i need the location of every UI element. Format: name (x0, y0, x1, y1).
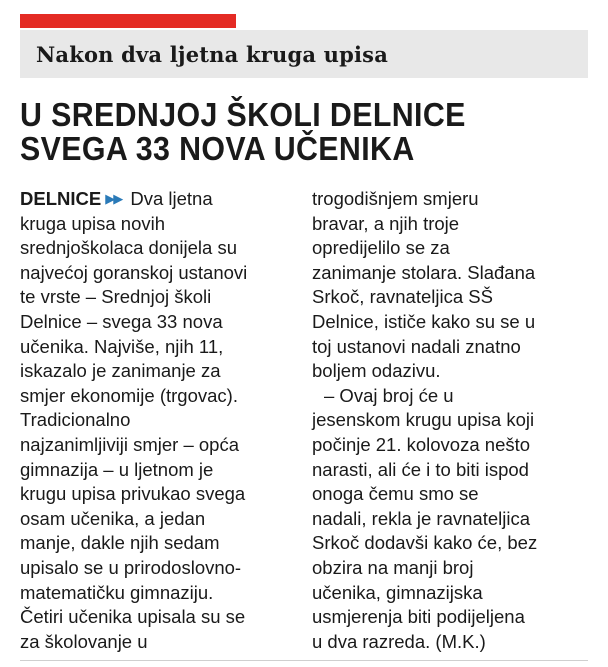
text-line: Tradicionalno (20, 409, 131, 431)
text-line: najzanimljiviji smjer – opća (20, 433, 239, 455)
text-line: te vrste – Srednjoj školi (20, 286, 212, 308)
text-line: bravar, a njih troje (312, 212, 460, 234)
text-line: krugu upisa privukao svega (20, 483, 246, 505)
bottom-divider (20, 660, 588, 661)
text-line: smjer ekonomije (trgovac). (20, 384, 238, 406)
text-line: opredijelilo se za (312, 237, 450, 259)
text-line: jesenskom krugu upisa koji (312, 409, 535, 431)
text-line: zanimanje stolara. Slađana (312, 261, 536, 283)
text-line: učenika. Najviše, njih 11, (20, 335, 224, 357)
kicker-banner (20, 30, 588, 78)
double-arrow-icon: ▶▶ (105, 191, 122, 206)
text-line: toj ustanovi nadali znatno (312, 335, 521, 357)
text-line: boljem odazivu. (312, 360, 441, 382)
accent-bar (20, 14, 236, 28)
article-column-left (20, 187, 247, 654)
text-line: najvećoj goranskoj ustanovi (20, 261, 248, 283)
text-line: počinje 21. kolovoza nešto (312, 433, 531, 455)
text-line-content: Dva ljetna (125, 188, 213, 209)
text-line: Delnice, ističe kako su se u (312, 310, 536, 332)
text-line: učenika, gimnazijska (312, 581, 483, 603)
text-line: obzira na manji broj (312, 556, 474, 578)
text-line: onoga čemu smo se (312, 483, 479, 505)
dateline: DELNICE (20, 188, 102, 209)
text-line: usmjerenja biti podijeljena (312, 606, 525, 628)
text-line: kruga upisa novih (20, 212, 166, 234)
text-line: Srkoč dodavši kako će, bez (312, 532, 538, 554)
headline (20, 98, 590, 166)
kicker-text: Nakon dva ljetna kruga upisa (36, 41, 389, 67)
text-line: – Ovaj broj će u (324, 384, 454, 406)
text-line (20, 187, 247, 212)
text-line: narasti, ali će i to biti ispod (312, 458, 529, 480)
text-line: u dva razreda. (M.K.) (312, 630, 486, 652)
article-column-right (312, 187, 537, 654)
text-line: iskazalo je zanimanje za (20, 360, 221, 382)
text-line: matematičku gimnaziju. (20, 581, 214, 603)
headline-line: SVEGA 33 NOVA UČENIKA (20, 130, 415, 167)
text-line: osam učenika, a jedan (20, 507, 206, 529)
text-line: Četiri učenika upisala su se (20, 606, 246, 628)
headline-line: U SREDNJOJ ŠKOLI DELNICE (20, 96, 466, 133)
text-line: za školovanje u (20, 630, 148, 652)
text-line: nadali, rekla je ravnateljica (312, 507, 531, 529)
text-line: manje, dakle njih sedam (20, 532, 220, 554)
text-line: gimnazija – u ljetnom je (20, 458, 214, 480)
text-line: upisalo se u prirodoslovno- (20, 556, 242, 578)
text-line: trogodišnjem smjeru (312, 188, 479, 209)
text-line: Delnice – svega 33 nova (20, 310, 223, 332)
text-line: srednjoškolaca donijela su (20, 237, 237, 259)
text-line: Srkoč, ravnateljica SŠ (312, 286, 493, 308)
